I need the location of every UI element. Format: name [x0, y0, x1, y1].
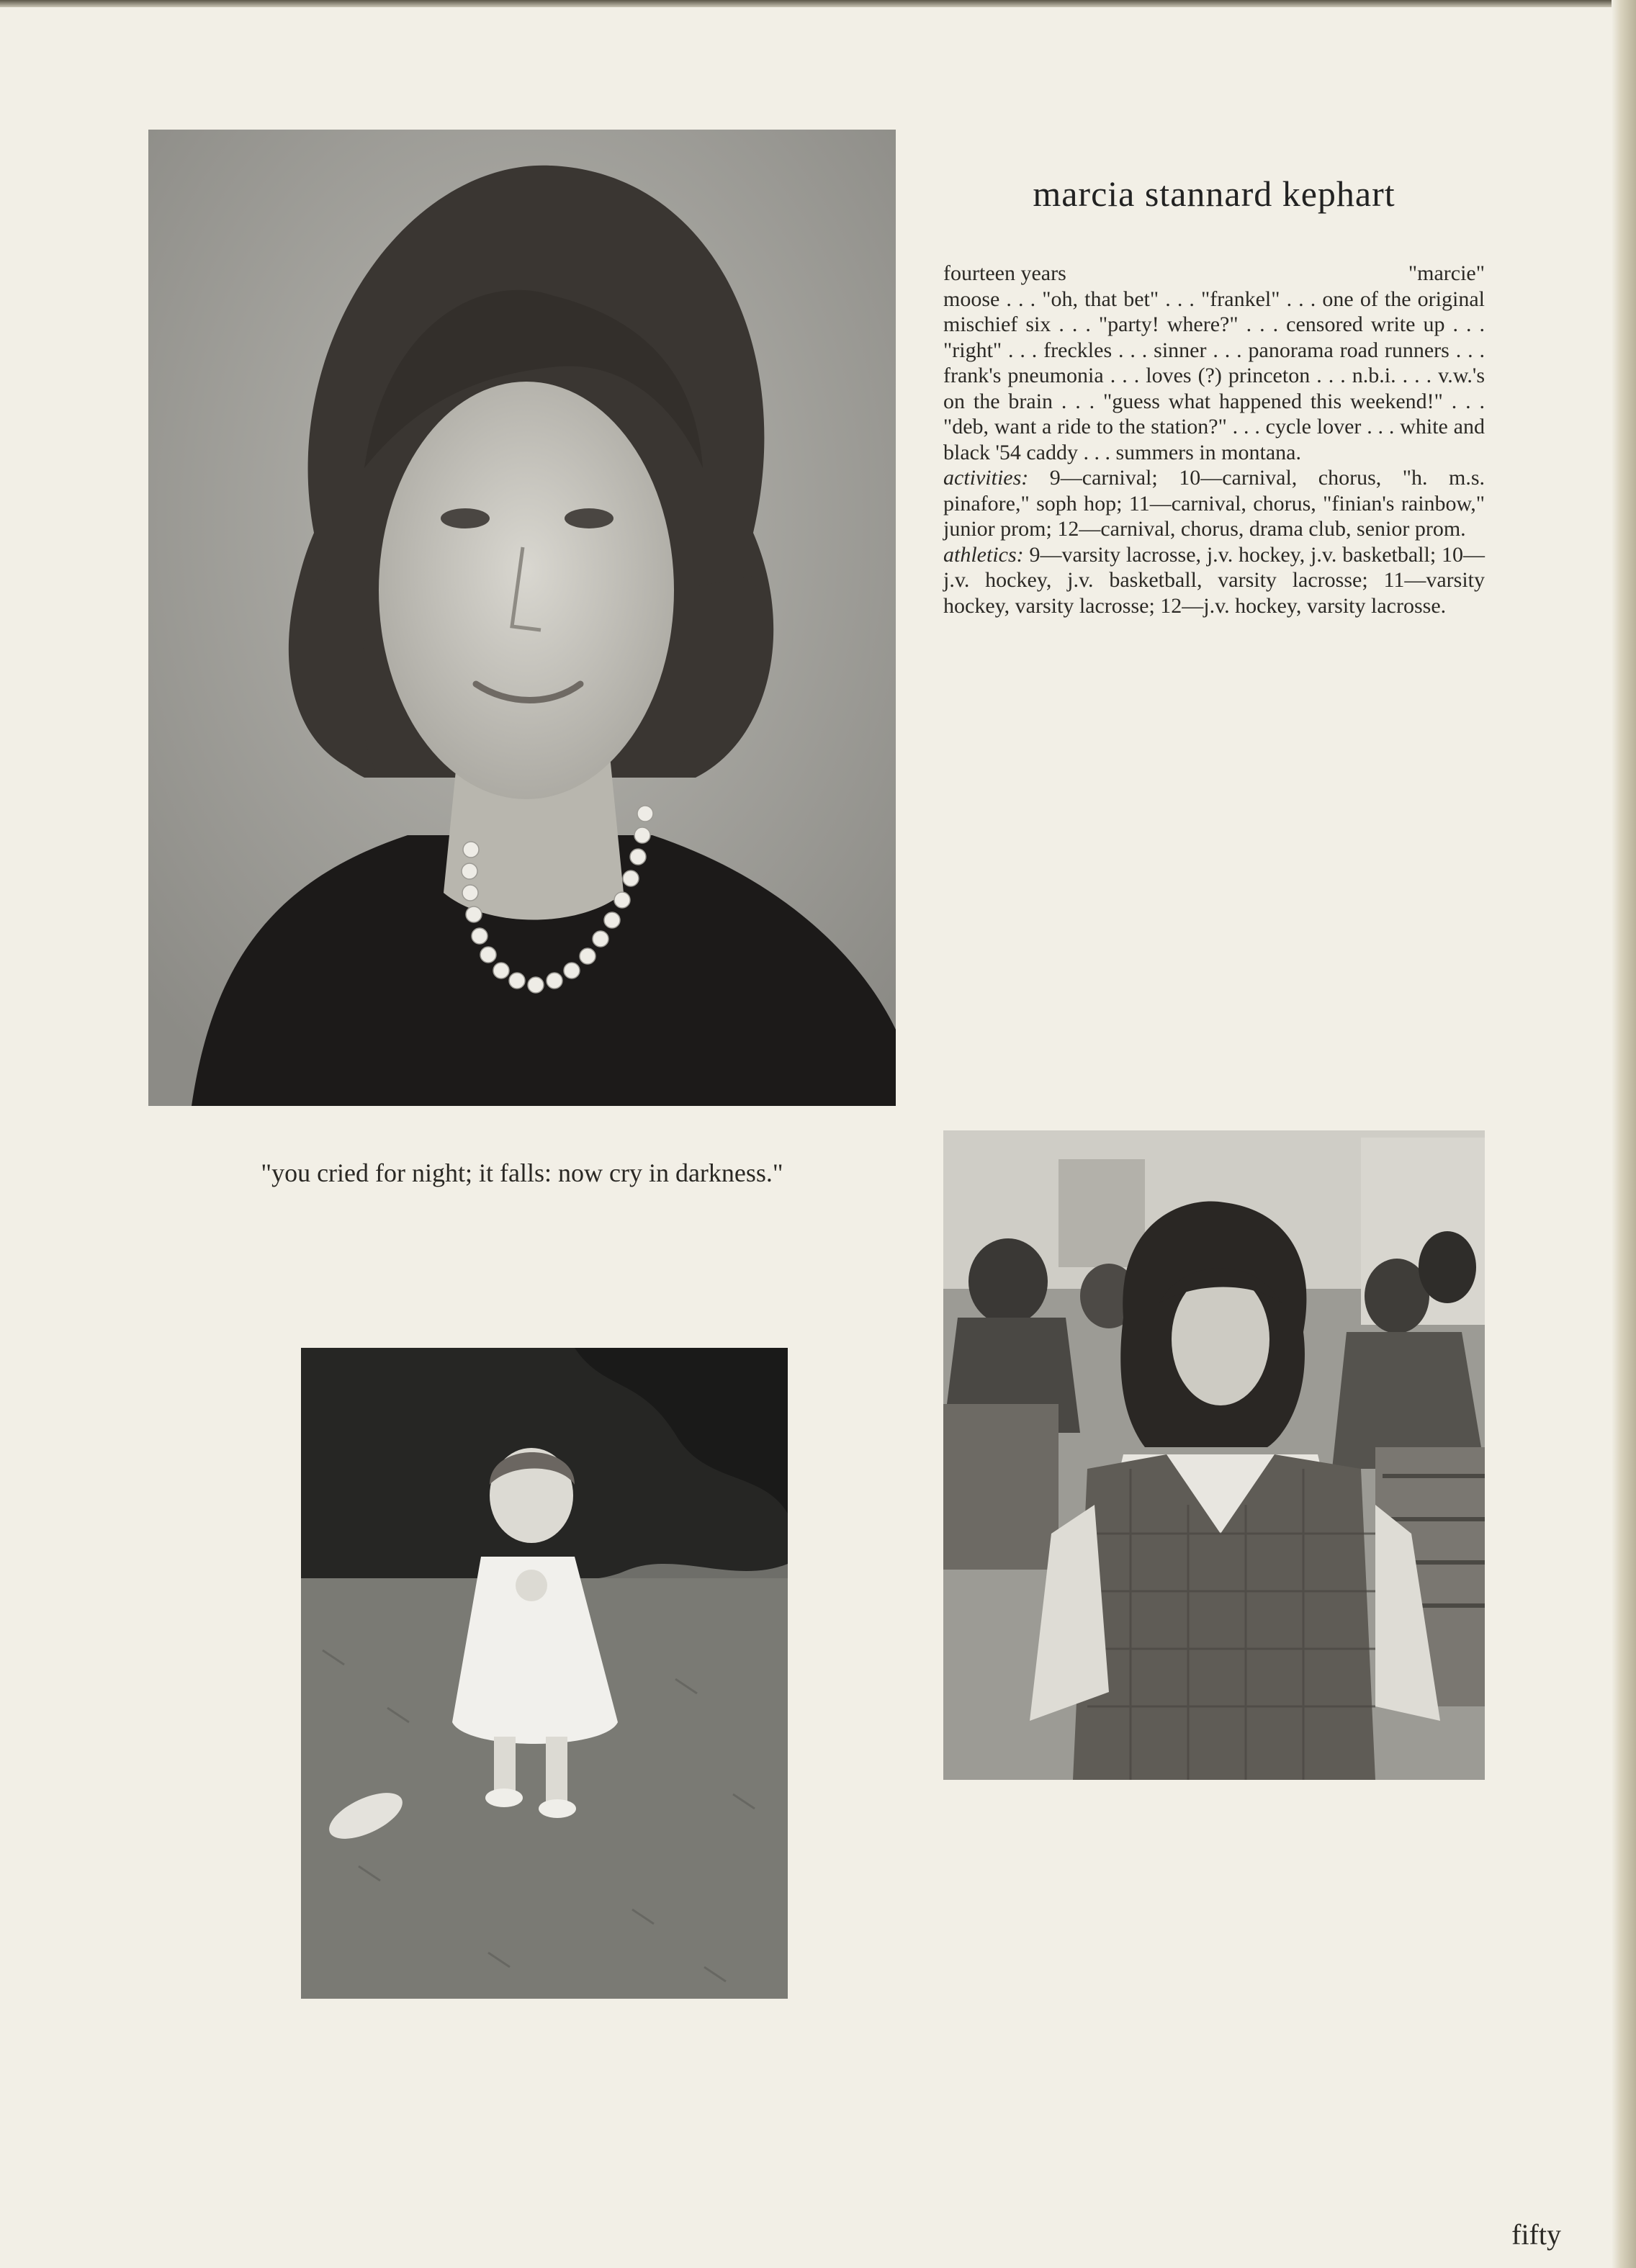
years-text: fourteen years: [943, 261, 1066, 285]
page-binding-edge: [1612, 0, 1636, 2268]
page-top-edge: [0, 0, 1636, 7]
activities-paragraph: [943, 465, 1485, 542]
baby-photo: [301, 1348, 788, 1999]
page-number: fifty: [1511, 2218, 1561, 2251]
athletics-paragraph: [943, 542, 1485, 619]
nickname-text: "marcie": [1408, 261, 1485, 285]
senior-quote: "you cried for night; it falls: now cry in darkness.": [261, 1158, 783, 1187]
senior-bio-block: [943, 261, 1485, 618]
activities-text: 9—carnival; 10—carnival, chorus, "h. m.s. pinafore," soph hop; 11—carnival, chorus, "finian's rainbow," junior prom; 12—carnival, chorus, drama club, senior prom.: [943, 466, 1485, 541]
candid-class-photo: [943, 1130, 1485, 1780]
senior-portrait-photo: [148, 130, 896, 1106]
athletics-text: 9—varsity lacrosse, j.v. hockey, j.v. basketball; 10—j.v. hockey, j.v. basketball, varsity lacrosse; 11—varsity hockey, varsity lacrosse; 12—j.v. hockey, varsity lacrosse.: [943, 542, 1485, 618]
senior-name-heading: marcia stannard kephart: [1033, 174, 1395, 214]
athletics-label: athletics:: [943, 542, 1024, 567]
years-row: [943, 261, 1485, 287]
activities-label: activities:: [943, 466, 1029, 490]
bio-text: moose . . . "oh, that bet" . . . "frankel" . . . one of the original mischief six . . . "party! where?" . . . censored write up . . . "right" . . . freckles . . . sinner . . . panorama road runners . . . frank's pneumonia . . . loves (?) princeton . . . n.b.i. . . . v.w.'s on the brain . . . "guess what happened this weekend!" . . . "deb, want a ride to the station?" . . . cycle lover . . . white and black '54 caddy . . . summers in montana.: [943, 287, 1485, 464]
